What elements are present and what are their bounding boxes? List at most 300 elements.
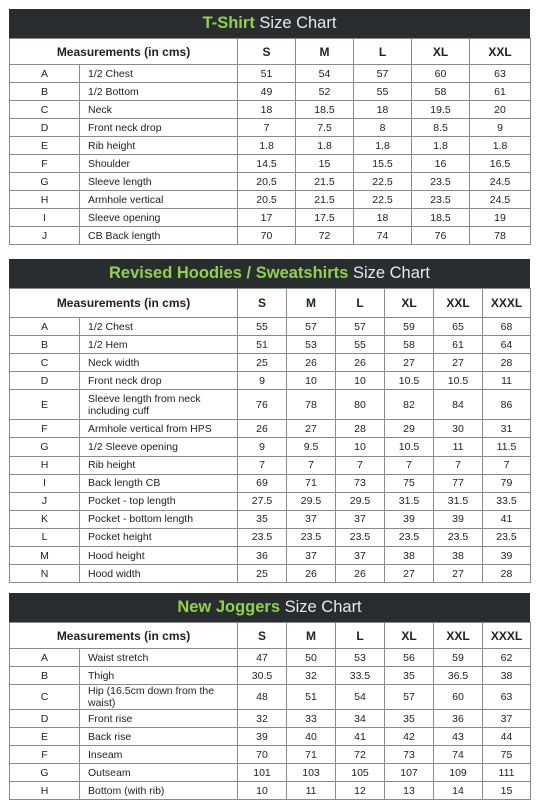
measurement-name: Front neck drop — [80, 119, 238, 137]
table-row — [10, 420, 531, 438]
size-value: 23.5 — [287, 528, 336, 546]
measurement-name: Rib height — [80, 456, 238, 474]
table-row — [10, 119, 531, 137]
size-value: 27 — [434, 354, 483, 372]
size-value: 15 — [296, 155, 354, 173]
size-value: 32 — [287, 667, 336, 685]
measurement-name: Pocket - top length — [80, 492, 238, 510]
size-value: 9.5 — [287, 438, 336, 456]
table-row — [10, 191, 531, 209]
size-value: 60 — [412, 65, 470, 83]
size-value: 9 — [470, 119, 531, 137]
size-value: 36 — [434, 710, 483, 728]
size-value: 11.5 — [483, 438, 531, 456]
measurement-name: 1/2 Hem — [80, 336, 238, 354]
size-value: 80 — [336, 390, 385, 420]
size-value: 19.5 — [412, 101, 470, 119]
size-value: 23.5 — [336, 528, 385, 546]
table-row — [10, 710, 531, 728]
table-row — [10, 528, 531, 546]
measurement-name: Shoulder — [80, 155, 238, 173]
size-value: 26 — [238, 420, 287, 438]
size-value: 12 — [336, 782, 385, 800]
size-value: 27 — [287, 420, 336, 438]
joggers-size-table — [9, 622, 531, 800]
measurement-name: Bottom (with rib) — [80, 782, 238, 800]
table-row — [10, 510, 531, 528]
size-value: 40 — [287, 728, 336, 746]
size-value: 10 — [287, 372, 336, 390]
size-value: 59 — [434, 649, 483, 667]
size-value: 23.5 — [385, 528, 434, 546]
header-row — [10, 289, 531, 318]
size-value: 1.8 — [412, 137, 470, 155]
size-value: 18 — [354, 209, 412, 227]
size-value: 79 — [483, 474, 531, 492]
size-value: 35 — [238, 510, 287, 528]
size-value: 71 — [287, 746, 336, 764]
row-code: A — [10, 318, 80, 336]
row-code: C — [10, 101, 80, 119]
size-value: 105 — [336, 764, 385, 782]
size-value: 26 — [336, 354, 385, 372]
size-value: 38 — [434, 547, 483, 565]
measurement-name: 1/2 Bottom — [80, 83, 238, 101]
size-value: 21.5 — [296, 173, 354, 191]
size-value: 18.5 — [412, 209, 470, 227]
size-value: 10.5 — [385, 372, 434, 390]
measurement-name: 1/2 Chest — [80, 65, 238, 83]
row-code: E — [10, 728, 80, 746]
row-code: F — [10, 746, 80, 764]
row-code: A — [10, 65, 80, 83]
size-value: 29.5 — [336, 492, 385, 510]
size-value: 51 — [287, 685, 336, 710]
size-value: 32 — [238, 710, 287, 728]
size-value: 55 — [354, 83, 412, 101]
row-code: J — [10, 227, 80, 245]
size-value: 10.5 — [434, 372, 483, 390]
size-value: 27 — [385, 354, 434, 372]
table-row — [10, 782, 531, 800]
size-value: 23.5 — [412, 191, 470, 209]
size-value: 8.5 — [412, 119, 470, 137]
size-value: 21.5 — [296, 191, 354, 209]
table-row — [10, 155, 531, 173]
size-header: S — [238, 623, 287, 649]
row-code: G — [10, 438, 80, 456]
measurements-header: Measurements (in cms) — [10, 289, 238, 318]
size-value: 30 — [434, 420, 483, 438]
size-value: 37 — [287, 547, 336, 565]
size-value: 29 — [385, 420, 434, 438]
size-value: 64 — [483, 336, 531, 354]
size-value: 7 — [434, 456, 483, 474]
size-value: 111 — [483, 764, 531, 782]
size-value: 15 — [483, 782, 531, 800]
size-header: L — [336, 623, 385, 649]
size-value: 70 — [238, 746, 287, 764]
size-value: 28 — [336, 420, 385, 438]
size-value: 16.5 — [470, 155, 531, 173]
size-value: 36 — [238, 547, 287, 565]
size-value: 39 — [238, 728, 287, 746]
size-value: 39 — [434, 510, 483, 528]
measurement-name: Neck — [80, 101, 238, 119]
measurement-name: Thigh — [80, 667, 238, 685]
size-value: 34 — [336, 710, 385, 728]
size-value: 7 — [336, 456, 385, 474]
row-code: G — [10, 764, 80, 782]
size-value: 11 — [434, 438, 483, 456]
row-code: C — [10, 354, 80, 372]
size-value: 15.5 — [354, 155, 412, 173]
size-value: 17.5 — [296, 209, 354, 227]
size-value: 75 — [483, 746, 531, 764]
header-row — [10, 39, 531, 65]
size-value: 18 — [238, 101, 296, 119]
row-code: B — [10, 336, 80, 354]
row-code: M — [10, 547, 80, 565]
size-value: 39 — [385, 510, 434, 528]
size-value: 72 — [296, 227, 354, 245]
row-code: A — [10, 649, 80, 667]
measurements-header: Measurements (in cms) — [10, 623, 238, 649]
size-value: 54 — [296, 65, 354, 83]
size-value: 10 — [336, 372, 385, 390]
size-value: 73 — [336, 474, 385, 492]
size-header: M — [287, 289, 336, 318]
table-row — [10, 336, 531, 354]
size-value: 19 — [470, 209, 531, 227]
hoodies-chart-title: Revised Hoodies / Sweatshirts Size Chart — [9, 259, 530, 288]
size-value: 7 — [287, 456, 336, 474]
size-value: 17 — [238, 209, 296, 227]
size-value: 44 — [483, 728, 531, 746]
row-code: I — [10, 209, 80, 227]
size-value: 38 — [385, 547, 434, 565]
size-value: 54 — [336, 685, 385, 710]
size-value: 37 — [336, 510, 385, 528]
tshirt-size-chart — [9, 9, 530, 245]
size-value: 61 — [470, 83, 531, 101]
table-row — [10, 372, 531, 390]
size-value: 7 — [238, 456, 287, 474]
table-row — [10, 667, 531, 685]
header-row — [10, 623, 531, 649]
size-value: 51 — [238, 65, 296, 83]
row-code: C — [10, 685, 80, 710]
size-value: 60 — [434, 685, 483, 710]
table-row — [10, 65, 531, 83]
measurement-name: Rib height — [80, 137, 238, 155]
size-header: XL — [385, 289, 434, 318]
size-value: 16 — [412, 155, 470, 173]
size-value: 28 — [483, 354, 531, 372]
size-value: 76 — [412, 227, 470, 245]
table-row — [10, 227, 531, 245]
size-value: 22.5 — [354, 173, 412, 191]
table-row — [10, 137, 531, 155]
table-row — [10, 492, 531, 510]
hoodies-size-chart — [9, 259, 530, 583]
size-header: L — [336, 289, 385, 318]
table-row — [10, 456, 531, 474]
size-value: 27.5 — [238, 492, 287, 510]
size-value: 23.5 — [412, 173, 470, 191]
size-value: 29.5 — [287, 492, 336, 510]
size-value: 30.5 — [238, 667, 287, 685]
size-value: 49 — [238, 83, 296, 101]
row-code: I — [10, 474, 80, 492]
size-value: 55 — [336, 336, 385, 354]
size-value: 57 — [336, 318, 385, 336]
size-value: 107 — [385, 764, 434, 782]
row-code: F — [10, 155, 80, 173]
size-value: 14.5 — [238, 155, 296, 173]
hoodies-size-table — [9, 288, 531, 583]
size-header: M — [287, 623, 336, 649]
tshirt-chart-title: T-Shirt Size Chart — [9, 9, 530, 38]
size-header: L — [354, 39, 412, 65]
row-code: H — [10, 191, 80, 209]
size-value: 73 — [385, 746, 434, 764]
measurement-name: Back rise — [80, 728, 238, 746]
size-value: 84 — [434, 390, 483, 420]
size-value: 68 — [483, 318, 531, 336]
size-value: 11 — [287, 782, 336, 800]
size-value: 24.5 — [470, 191, 531, 209]
measurement-name: Inseam — [80, 746, 238, 764]
size-value: 74 — [354, 227, 412, 245]
size-value: 8 — [354, 119, 412, 137]
measurement-name: Front neck drop — [80, 372, 238, 390]
size-value: 20.5 — [238, 191, 296, 209]
row-code: G — [10, 173, 80, 191]
size-value: 57 — [385, 685, 434, 710]
table-row — [10, 746, 531, 764]
table-row — [10, 685, 531, 710]
size-value: 10.5 — [385, 438, 434, 456]
size-value: 76 — [238, 390, 287, 420]
table-row — [10, 209, 531, 227]
row-code: F — [10, 420, 80, 438]
size-value: 33.5 — [483, 492, 531, 510]
size-value: 27 — [434, 565, 483, 583]
table-row — [10, 83, 531, 101]
row-code: D — [10, 372, 80, 390]
size-value: 43 — [434, 728, 483, 746]
measurement-name: CB Back length — [80, 227, 238, 245]
size-value: 37 — [336, 547, 385, 565]
size-value: 63 — [483, 685, 531, 710]
size-value: 103 — [287, 764, 336, 782]
row-code: B — [10, 667, 80, 685]
size-value: 31.5 — [434, 492, 483, 510]
size-value: 9 — [238, 438, 287, 456]
row-code: L — [10, 528, 80, 546]
measurement-name: Sleeve opening — [80, 209, 238, 227]
table-row — [10, 173, 531, 191]
size-value: 25 — [238, 354, 287, 372]
row-code: N — [10, 565, 80, 583]
table-row — [10, 764, 531, 782]
size-value: 31 — [483, 420, 531, 438]
table-row — [10, 649, 531, 667]
size-header: XL — [412, 39, 470, 65]
table-row — [10, 547, 531, 565]
size-value: 13 — [385, 782, 434, 800]
table-row — [10, 728, 531, 746]
size-value: 7.5 — [296, 119, 354, 137]
size-value: 41 — [336, 728, 385, 746]
size-value: 11 — [483, 372, 531, 390]
size-value: 55 — [238, 318, 287, 336]
size-value: 1.8 — [238, 137, 296, 155]
measurement-name: Hood width — [80, 565, 238, 583]
size-value: 53 — [336, 649, 385, 667]
size-value: 62 — [483, 649, 531, 667]
size-value: 52 — [296, 83, 354, 101]
size-value: 59 — [385, 318, 434, 336]
measurement-name: Hip (16.5cm down from the waist) — [80, 685, 238, 710]
size-value: 7 — [483, 456, 531, 474]
size-value: 57 — [287, 318, 336, 336]
size-value: 56 — [385, 649, 434, 667]
size-value: 26 — [287, 354, 336, 372]
size-header: XL — [385, 623, 434, 649]
measurement-name: Armhole vertical — [80, 191, 238, 209]
row-code: J — [10, 492, 80, 510]
size-value: 101 — [238, 764, 287, 782]
size-value: 42 — [385, 728, 434, 746]
size-value: 10 — [336, 438, 385, 456]
size-header: XXL — [434, 623, 483, 649]
size-value: 24.5 — [470, 173, 531, 191]
size-value: 23.5 — [483, 528, 531, 546]
measurement-name: Outseam — [80, 764, 238, 782]
size-value: 86 — [483, 390, 531, 420]
size-value: 70 — [238, 227, 296, 245]
measurement-name: Pocket height — [80, 528, 238, 546]
size-value: 53 — [287, 336, 336, 354]
tshirt-size-table — [9, 38, 531, 245]
measurement-name: Sleeve length from neck including cuff — [80, 390, 238, 420]
size-value: 22.5 — [354, 191, 412, 209]
size-value: 75 — [385, 474, 434, 492]
size-value: 78 — [287, 390, 336, 420]
size-value: 36.5 — [434, 667, 483, 685]
size-value: 28 — [483, 565, 531, 583]
size-value: 50 — [287, 649, 336, 667]
table-row — [10, 474, 531, 492]
size-value: 33.5 — [336, 667, 385, 685]
size-value: 9 — [238, 372, 287, 390]
size-value: 31.5 — [385, 492, 434, 510]
table-row — [10, 390, 531, 420]
measurement-name: Front rise — [80, 710, 238, 728]
size-value: 18.5 — [296, 101, 354, 119]
size-value: 78 — [470, 227, 531, 245]
size-value: 82 — [385, 390, 434, 420]
size-value: 20 — [470, 101, 531, 119]
size-value: 26 — [336, 565, 385, 583]
size-value: 7 — [238, 119, 296, 137]
measurement-name: Waist stretch — [80, 649, 238, 667]
row-code: D — [10, 710, 80, 728]
size-value: 41 — [483, 510, 531, 528]
row-code: D — [10, 119, 80, 137]
table-row — [10, 438, 531, 456]
size-value: 1.8 — [354, 137, 412, 155]
size-value: 58 — [412, 83, 470, 101]
size-value: 39 — [483, 547, 531, 565]
size-value: 23.5 — [434, 528, 483, 546]
size-value: 33 — [287, 710, 336, 728]
measurement-name: 1/2 Chest — [80, 318, 238, 336]
size-value: 20.5 — [238, 173, 296, 191]
table-row — [10, 101, 531, 119]
size-value: 35 — [385, 667, 434, 685]
measurement-name: Hood height — [80, 547, 238, 565]
measurements-header: Measurements (in cms) — [10, 39, 238, 65]
table-row — [10, 354, 531, 372]
size-header: M — [296, 39, 354, 65]
measurement-name: Neck width — [80, 354, 238, 372]
size-value: 77 — [434, 474, 483, 492]
size-value: 25 — [238, 565, 287, 583]
size-value: 14 — [434, 782, 483, 800]
size-value: 51 — [238, 336, 287, 354]
row-code: E — [10, 390, 80, 420]
row-code: K — [10, 510, 80, 528]
size-header: S — [238, 289, 287, 318]
row-code: B — [10, 83, 80, 101]
size-value: 61 — [434, 336, 483, 354]
size-value: 57 — [354, 65, 412, 83]
size-value: 18 — [354, 101, 412, 119]
size-header: XXXL — [483, 289, 531, 318]
size-value: 72 — [336, 746, 385, 764]
row-code: H — [10, 782, 80, 800]
size-value: 109 — [434, 764, 483, 782]
joggers-chart-title: New Joggers Size Chart — [9, 593, 530, 622]
measurement-name: Armhole vertical from HPS — [80, 420, 238, 438]
size-value: 74 — [434, 746, 483, 764]
size-value: 71 — [287, 474, 336, 492]
size-value: 1.8 — [296, 137, 354, 155]
size-value: 27 — [385, 565, 434, 583]
size-value: 69 — [238, 474, 287, 492]
measurement-name: 1/2 Sleeve opening — [80, 438, 238, 456]
size-header: XXL — [470, 39, 531, 65]
size-value: 47 — [238, 649, 287, 667]
size-value: 58 — [385, 336, 434, 354]
size-value: 63 — [470, 65, 531, 83]
size-header: XXL — [434, 289, 483, 318]
measurement-name: Back length CB — [80, 474, 238, 492]
size-header: S — [238, 39, 296, 65]
size-value: 10 — [238, 782, 287, 800]
size-value: 26 — [287, 565, 336, 583]
size-value: 7 — [385, 456, 434, 474]
size-value: 37 — [483, 710, 531, 728]
size-value: 35 — [385, 710, 434, 728]
size-value: 65 — [434, 318, 483, 336]
measurement-name: Pocket - bottom length — [80, 510, 238, 528]
row-code: E — [10, 137, 80, 155]
joggers-size-chart — [9, 593, 530, 800]
